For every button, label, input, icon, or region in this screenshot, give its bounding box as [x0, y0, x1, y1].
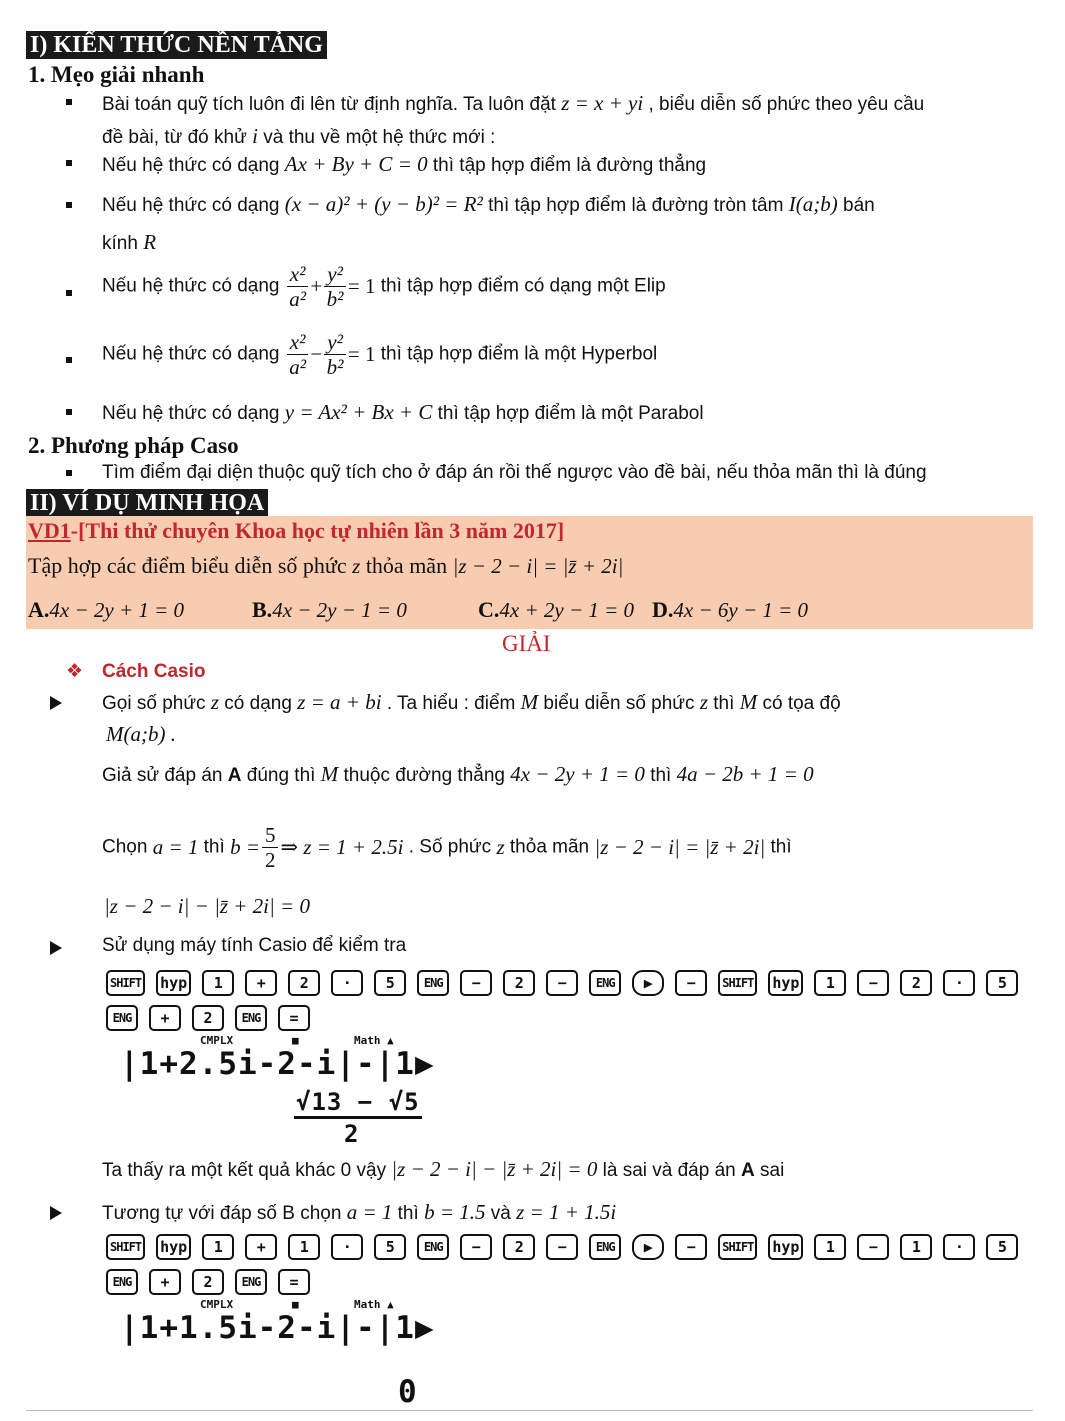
- key-5: 5: [986, 1234, 1018, 1260]
- page-divider: [26, 1410, 1033, 1411]
- key-1: 1: [202, 1234, 234, 1260]
- key-2: 2: [900, 970, 932, 996]
- section-2-title: II) VÍ DỤ MINH HỌA: [26, 489, 268, 517]
- key-dot: ·: [331, 970, 363, 996]
- key-eng: ENG: [589, 1234, 621, 1260]
- equation-p4: |z − 2 − i| − |z̄ + 2i| = 0: [104, 894, 310, 918]
- key-1: 1: [202, 970, 234, 996]
- calculator-input-1: |1+2.5i-2-i|-|1▶: [120, 1046, 435, 1082]
- bullet-text-1-cont: đề bài, từ đó khử i và thu về một hệ thức mới :: [102, 124, 496, 148]
- calculator-result-2: 0: [398, 1374, 418, 1410]
- key-shift: SHIFT: [106, 1234, 145, 1260]
- key-2: 2: [288, 970, 320, 996]
- bullet-icon: [66, 409, 72, 415]
- key-2: 2: [192, 1005, 224, 1031]
- bullet-text-parabola: Nếu hệ thức có dạng y = Ax² + Bx + C thì tập hợp điểm là một Parabol: [102, 400, 704, 424]
- key-hyp: hyp: [768, 1234, 803, 1260]
- key-dot: ·: [331, 1234, 363, 1260]
- key-minus: −: [675, 970, 707, 996]
- key-shift: SHIFT: [106, 970, 145, 996]
- key-right-arrow: ▶: [632, 1234, 664, 1260]
- bullet-text-1: Bài toán quỹ tích luôn đi lên từ định nghĩa. Ta luôn đặt z = x + yi , biểu diễn số phức theo yêu cầu: [102, 91, 925, 115]
- key-1: 1: [814, 970, 846, 996]
- key-1: 1: [900, 1234, 932, 1260]
- key-plus: +: [149, 1269, 181, 1295]
- key-5: 5: [374, 1234, 406, 1260]
- key-eng: ENG: [235, 1005, 267, 1031]
- diamond-icon: ❖: [66, 661, 84, 682]
- solution-para-5: Sử dụng máy tính Casio để kiểm tra: [102, 935, 407, 956]
- bullet-icon: [66, 202, 72, 208]
- key-5: 5: [986, 970, 1018, 996]
- solution-para-2: Giả sử đáp án A đúng thì M thuộc đường thẳng 4x − 2y + 1 = 0 thì 4a − 2b + 1 = 0: [102, 762, 814, 786]
- screen-status-math: Math ▲: [354, 1298, 394, 1311]
- solution-title: GIẢI: [502, 631, 551, 656]
- key-2: 2: [192, 1269, 224, 1295]
- key-1: 1: [288, 1234, 320, 1260]
- key-eng: ENG: [589, 970, 621, 996]
- key-minus: −: [460, 1234, 492, 1260]
- key-5: 5: [374, 970, 406, 996]
- key-equals: =: [278, 1005, 310, 1031]
- subheading-caso: 2. Phương pháp Caso: [28, 433, 239, 458]
- calculator-result-den: 2: [344, 1120, 360, 1148]
- arrow-bullet-icon: [50, 1206, 62, 1220]
- key-minus: −: [857, 1234, 889, 1260]
- bullet-icon: [66, 290, 72, 296]
- key-1: 1: [814, 1234, 846, 1260]
- key-sequence-1: [106, 970, 1029, 996]
- bullet-text-ellipse: Nếu hệ thức có dạng $\frac{\text{x²}}{\text{a²}}$ + $\frac{\text{y²}}{\text{b²}}$ = 1 thì tập hợp điểm có dạng một Elip: [102, 262, 666, 311]
- key-shift: SHIFT: [718, 1234, 757, 1260]
- calculator-result-num: √13 − √5: [294, 1088, 422, 1119]
- example-heading: VD1-[Thi thử chuyên Khoa học tự nhiên lần 3 năm 2017]: [28, 518, 565, 543]
- key-equals: =: [278, 1269, 310, 1295]
- screen-status-math: Math ▲: [354, 1034, 394, 1047]
- key-eng: ENG: [106, 1005, 138, 1031]
- key-2: 2: [503, 970, 535, 996]
- coordinate-text: M(a;b) .: [106, 722, 176, 746]
- key-hyp: hyp: [768, 970, 803, 996]
- key-minus: −: [546, 1234, 578, 1260]
- key-minus: −: [857, 970, 889, 996]
- key-dot: ·: [943, 1234, 975, 1260]
- bullet-text-line: Nếu hệ thức có dạng Ax + By + C = 0 thì tập hợp điểm là đường thẳng: [102, 152, 707, 176]
- key-hyp: hyp: [156, 1234, 191, 1260]
- arrow-bullet-icon: [50, 941, 62, 955]
- key-plus: +: [245, 1234, 277, 1260]
- bullet-icon: [66, 357, 72, 363]
- key-dot: ·: [943, 970, 975, 996]
- solution-para-3: Chọn a = 1 thì b = $\frac{5}{2}$ ⇒ z = 1 + 2.5i . Số phức z thỏa mãn |z − 2 − i| = |z̄ + 2i| thì: [102, 823, 792, 872]
- screen-status-cmplx: CMPLX: [200, 1034, 234, 1047]
- bullet-text-circle-cont: kính R: [102, 230, 157, 254]
- calculator-input-2: |1+1.5i-2-i|-|1▶: [120, 1310, 435, 1346]
- option-a[interactable]: A.4x − 2y + 1 = 0: [28, 597, 185, 622]
- key-sequence-1-cont: [106, 1005, 321, 1031]
- key-sequence-2-cont: [106, 1269, 321, 1295]
- subheading-tips: 1. Mẹo giải nhanh: [28, 62, 205, 87]
- key-sequence-2: [106, 1234, 1029, 1260]
- casio-heading: Cách Casio: [102, 661, 206, 682]
- screen-status-indicator: ■: [292, 1298, 299, 1311]
- key-hyp: hyp: [156, 970, 191, 996]
- key-eng: ENG: [106, 1269, 138, 1295]
- bullet-text-hyperbola: Nếu hệ thức có dạng $\frac{\text{x²}}{\text{a²}}$ − $\frac{\text{y²}}{\text{b²}}$ = 1 thì tập hợp điểm là một Hyperbol: [102, 330, 658, 379]
- key-minus: −: [546, 970, 578, 996]
- option-d[interactable]: D.4x − 6y − 1 = 0: [652, 597, 809, 622]
- screen-status-cmplx: CMPLX: [200, 1298, 234, 1311]
- bullet-icon: [66, 470, 72, 476]
- key-eng: ENG: [417, 970, 449, 996]
- key-shift: SHIFT: [718, 970, 757, 996]
- bullet-text-circle: Nếu hệ thức có dạng (x − a)² + (y − b)² = R² thì tập hợp điểm là đường tròn tâm I(a;b) bán: [102, 192, 875, 216]
- key-minus: −: [675, 1234, 707, 1260]
- key-eng: ENG: [235, 1269, 267, 1295]
- solution-para-1: Gọi số phức z có dạng z = a + bi . Ta hiểu : điểm M biểu diễn số phức z thì M có tọa độ: [102, 690, 841, 714]
- key-2: 2: [503, 1234, 535, 1260]
- key-eng: ENG: [417, 1234, 449, 1260]
- option-c[interactable]: C.4x + 2y − 1 = 0: [478, 597, 635, 622]
- option-b[interactable]: B.4x − 2y − 1 = 0: [252, 597, 407, 622]
- key-plus: +: [149, 1005, 181, 1031]
- solution-para-6: Ta thấy ra một kết quả khác 0 vậy |z − 2 − i| − |z̄ + 2i| = 0 là sai và đáp án A sai: [102, 1157, 785, 1181]
- bullet-icon: [66, 99, 72, 105]
- key-minus: −: [460, 970, 492, 996]
- bullet-icon: [66, 160, 72, 166]
- bullet-text-caso: Tìm điểm đại diện thuộc quỹ tích cho ở đáp án rồi thế ngược vào đề bài, nếu thỏa mãn thì là đúng: [102, 462, 927, 483]
- solution-para-7: Tương tự với đáp số B chọn a = 1 thì b = 1.5 và z = 1 + 1.5i: [102, 1200, 617, 1224]
- key-plus: +: [245, 970, 277, 996]
- arrow-bullet-icon: [50, 696, 62, 710]
- screen-status-indicator: ■: [292, 1034, 299, 1047]
- section-1-title: I) KIẾN THỨC NỀN TẢNG: [26, 31, 327, 59]
- example-question: Tập hợp các điểm biểu diễn số phức z thỏa mãn |z − 2 − i| = |z̄ + 2i|: [28, 553, 624, 578]
- key-right-arrow: ▶: [632, 970, 664, 996]
